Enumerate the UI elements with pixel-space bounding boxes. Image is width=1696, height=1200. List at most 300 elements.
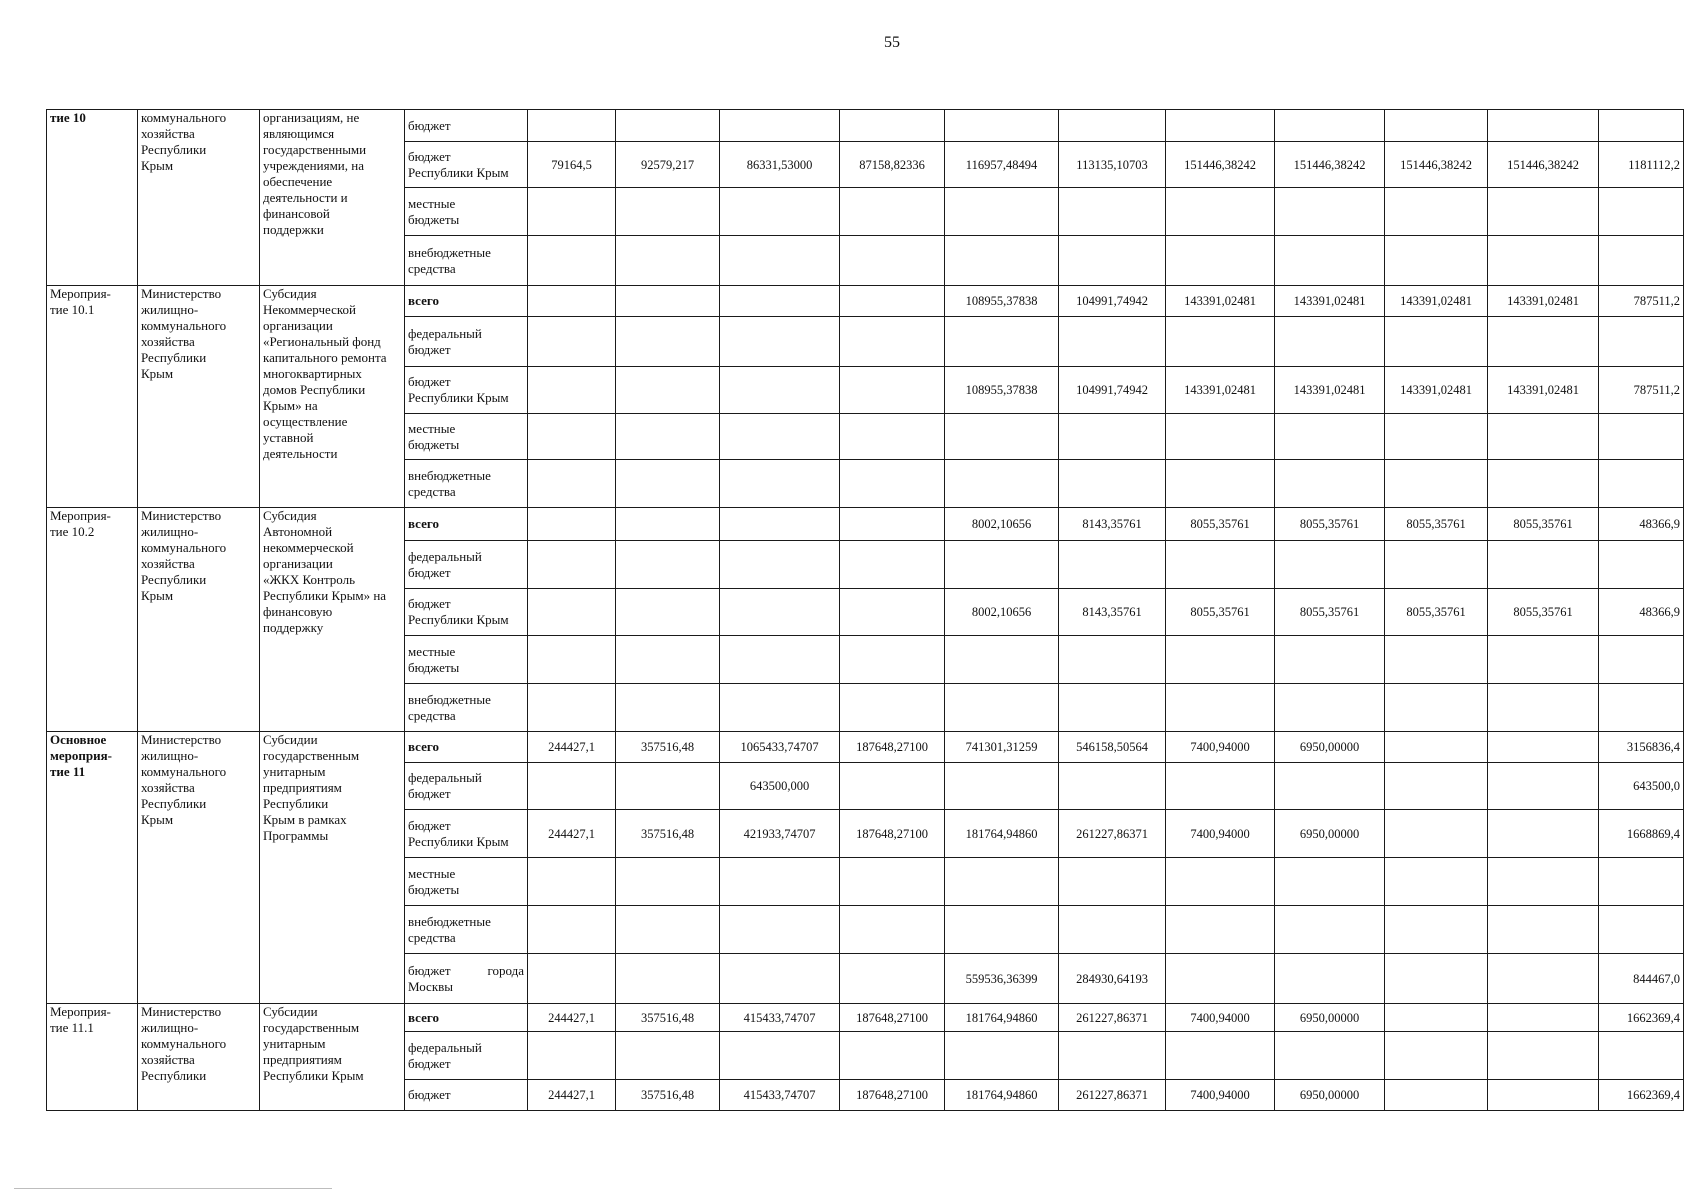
- year-value-cell: 7400,94000: [1166, 1080, 1275, 1111]
- year-value-cell: [1488, 906, 1599, 954]
- year-value-cell: [945, 858, 1059, 906]
- year-value-cell: [1059, 460, 1166, 508]
- year-value-cell: [1059, 636, 1166, 684]
- year-value-cell: 6950,00000: [1275, 810, 1385, 858]
- year-value-cell: [720, 684, 840, 732]
- year-value-cell: [1166, 414, 1275, 460]
- measure-label-cell: тие 10: [47, 110, 138, 286]
- year-value-cell: [945, 414, 1059, 460]
- year-value-cell: [1166, 188, 1275, 236]
- total-value-cell: [1599, 1032, 1684, 1080]
- funding-source-cell: местные бюджеты: [405, 414, 528, 460]
- year-value-cell: [1059, 317, 1166, 367]
- year-value-cell: 143391,02481: [1166, 367, 1275, 414]
- year-value-cell: 181764,94860: [945, 810, 1059, 858]
- year-value-cell: 151446,38242: [1166, 142, 1275, 188]
- year-value-cell: [1385, 1080, 1488, 1111]
- year-value-cell: [840, 188, 945, 236]
- total-value-cell: [1599, 236, 1684, 286]
- funding-source-cell: всего: [405, 732, 528, 763]
- funding-source-cell: всего: [405, 286, 528, 317]
- year-value-cell: [1385, 1004, 1488, 1032]
- year-value-cell: [720, 541, 840, 589]
- total-value-cell: [1599, 317, 1684, 367]
- year-value-cell: 181764,94860: [945, 1004, 1059, 1032]
- year-value-cell: [945, 317, 1059, 367]
- year-value-cell: [616, 763, 720, 810]
- year-value-cell: [1275, 636, 1385, 684]
- year-value-cell: [1166, 763, 1275, 810]
- total-value-cell: [1599, 460, 1684, 508]
- year-value-cell: [1275, 684, 1385, 732]
- year-value-cell: [720, 636, 840, 684]
- year-value-cell: 7400,94000: [1166, 732, 1275, 763]
- year-value-cell: 415433,74707: [720, 1004, 840, 1032]
- funding-source-cell: федеральный бюджет: [405, 1032, 528, 1080]
- year-value-cell: [1385, 110, 1488, 142]
- budget-table: [46, 109, 1684, 1111]
- year-value-cell: [616, 589, 720, 636]
- total-value-cell: [1599, 906, 1684, 954]
- year-value-cell: [1275, 858, 1385, 906]
- total-value-cell: 1181112,2: [1599, 142, 1684, 188]
- year-value-cell: [720, 317, 840, 367]
- year-value-cell: [1488, 763, 1599, 810]
- year-value-cell: [528, 236, 616, 286]
- funding-source-cell: бюджет: [405, 1080, 528, 1111]
- year-value-cell: 79164,5: [528, 142, 616, 188]
- year-value-cell: [528, 1032, 616, 1080]
- year-value-cell: [945, 110, 1059, 142]
- year-value-cell: [1488, 1032, 1599, 1080]
- year-value-cell: [1385, 684, 1488, 732]
- year-value-cell: [1385, 414, 1488, 460]
- page-number: 55: [884, 34, 900, 51]
- year-value-cell: 244427,1: [528, 1080, 616, 1111]
- total-value-cell: 844467,0: [1599, 954, 1684, 1004]
- total-value-cell: [1599, 636, 1684, 684]
- year-value-cell: [1488, 1004, 1599, 1032]
- year-value-cell: [1059, 858, 1166, 906]
- year-value-cell: [1166, 1032, 1275, 1080]
- year-value-cell: [720, 589, 840, 636]
- year-value-cell: [528, 508, 616, 541]
- year-value-cell: [1385, 236, 1488, 286]
- year-value-cell: [528, 684, 616, 732]
- table-row: [47, 286, 1684, 317]
- year-value-cell: [720, 367, 840, 414]
- year-value-cell: 8002,10656: [945, 589, 1059, 636]
- total-value-cell: 1662369,4: [1599, 1080, 1684, 1111]
- year-value-cell: 244427,1: [528, 810, 616, 858]
- year-value-cell: [616, 317, 720, 367]
- total-value-cell: 1668869,4: [1599, 810, 1684, 858]
- year-value-cell: 87158,82336: [840, 142, 945, 188]
- year-value-cell: [720, 858, 840, 906]
- funding-source-cell: бюджет Республики Крым: [405, 367, 528, 414]
- year-value-cell: [1275, 317, 1385, 367]
- year-value-cell: 284930,64193: [1059, 954, 1166, 1004]
- year-value-cell: [616, 684, 720, 732]
- funding-source-cell: федеральный бюджет: [405, 763, 528, 810]
- year-value-cell: [616, 110, 720, 142]
- year-value-cell: [616, 414, 720, 460]
- year-value-cell: 559536,36399: [945, 954, 1059, 1004]
- year-value-cell: 8055,35761: [1275, 508, 1385, 541]
- year-value-cell: [616, 286, 720, 317]
- year-value-cell: [1059, 414, 1166, 460]
- year-value-cell: 8055,35761: [1275, 589, 1385, 636]
- scan-edge-line: [14, 1188, 332, 1189]
- year-value-cell: [1059, 1032, 1166, 1080]
- year-value-cell: [616, 188, 720, 236]
- year-value-cell: [528, 589, 616, 636]
- total-value-cell: 48366,9: [1599, 589, 1684, 636]
- year-value-cell: [1166, 954, 1275, 1004]
- year-value-cell: [945, 1032, 1059, 1080]
- year-value-cell: [1275, 110, 1385, 142]
- year-value-cell: [1385, 1032, 1488, 1080]
- funding-source-cell: местные бюджеты: [405, 636, 528, 684]
- funding-source-cell: бюджет города Москвы: [405, 954, 528, 1004]
- year-value-cell: [720, 110, 840, 142]
- year-value-cell: [528, 286, 616, 317]
- description-cell: Субсидии государственным унитарным предприятиям Республики Крым в рамках Программы: [260, 732, 405, 1004]
- year-value-cell: 6950,00000: [1275, 732, 1385, 763]
- year-value-cell: [840, 414, 945, 460]
- year-value-cell: [1488, 317, 1599, 367]
- year-value-cell: [1059, 541, 1166, 589]
- year-value-cell: 7400,94000: [1166, 810, 1275, 858]
- year-value-cell: [1275, 188, 1385, 236]
- total-value-cell: [1599, 414, 1684, 460]
- funding-source-cell: федеральный бюджет: [405, 317, 528, 367]
- total-value-cell: [1599, 541, 1684, 589]
- year-value-cell: [945, 763, 1059, 810]
- year-value-cell: 187648,27100: [840, 1080, 945, 1111]
- year-value-cell: [1385, 317, 1488, 367]
- year-value-cell: [1275, 763, 1385, 810]
- total-value-cell: [1599, 684, 1684, 732]
- year-value-cell: [945, 460, 1059, 508]
- year-value-cell: [1488, 1080, 1599, 1111]
- year-value-cell: [1488, 188, 1599, 236]
- funding-source-cell: внебюджетные средства: [405, 906, 528, 954]
- year-value-cell: [720, 286, 840, 317]
- year-value-cell: 8055,35761: [1166, 589, 1275, 636]
- year-value-cell: [945, 906, 1059, 954]
- year-value-cell: 8002,10656: [945, 508, 1059, 541]
- year-value-cell: [528, 541, 616, 589]
- executor-cell: Министерство жилищно- коммунального хозяйства Республики: [138, 1004, 260, 1111]
- year-value-cell: 92579,217: [616, 142, 720, 188]
- year-value-cell: 546158,50564: [1059, 732, 1166, 763]
- year-value-cell: [1166, 236, 1275, 286]
- year-value-cell: 104991,74942: [1059, 286, 1166, 317]
- year-value-cell: 8055,35761: [1488, 589, 1599, 636]
- year-value-cell: 113135,10703: [1059, 142, 1166, 188]
- year-value-cell: [1166, 858, 1275, 906]
- measure-label-cell: Мероприя- тие 10.2: [47, 508, 138, 732]
- year-value-cell: 357516,48: [616, 732, 720, 763]
- funding-source-cell: внебюджетные средства: [405, 684, 528, 732]
- year-value-cell: 7400,94000: [1166, 1004, 1275, 1032]
- year-value-cell: [1275, 414, 1385, 460]
- year-value-cell: [528, 110, 616, 142]
- year-value-cell: 143391,02481: [1275, 286, 1385, 317]
- year-value-cell: [840, 1032, 945, 1080]
- year-value-cell: [616, 954, 720, 1004]
- year-value-cell: 187648,27100: [840, 732, 945, 763]
- year-value-cell: [840, 906, 945, 954]
- year-value-cell: 151446,38242: [1275, 142, 1385, 188]
- year-value-cell: [528, 367, 616, 414]
- year-value-cell: 6950,00000: [1275, 1004, 1385, 1032]
- year-value-cell: [840, 954, 945, 1004]
- total-value-cell: [1599, 188, 1684, 236]
- year-value-cell: 8055,35761: [1385, 589, 1488, 636]
- year-value-cell: 643500,000: [720, 763, 840, 810]
- year-value-cell: 104991,74942: [1059, 367, 1166, 414]
- year-value-cell: [1385, 636, 1488, 684]
- year-value-cell: [840, 460, 945, 508]
- year-value-cell: [1059, 763, 1166, 810]
- year-value-cell: [1059, 906, 1166, 954]
- description-cell: Субсидия Некоммерческой организации «Региональный фонд капитального ремонта многоквартирных домов Республики Крым» на осуществление уставной деятельности: [260, 286, 405, 508]
- executor-cell: Министерство жилищно- коммунального хозяйства Республики Крым: [138, 508, 260, 732]
- year-value-cell: 108955,37838: [945, 286, 1059, 317]
- year-value-cell: [840, 541, 945, 589]
- year-value-cell: 8055,35761: [1166, 508, 1275, 541]
- year-value-cell: [528, 954, 616, 1004]
- executor-cell: коммунального хозяйства Республики Крым: [138, 110, 260, 286]
- total-value-cell: [1599, 110, 1684, 142]
- table-row: [47, 732, 1684, 763]
- year-value-cell: [1275, 460, 1385, 508]
- year-value-cell: [1488, 954, 1599, 1004]
- year-value-cell: [1488, 636, 1599, 684]
- total-value-cell: [1599, 858, 1684, 906]
- year-value-cell: 8055,35761: [1385, 508, 1488, 541]
- year-value-cell: 143391,02481: [1488, 367, 1599, 414]
- description-cell: Субсидии государственным унитарным предприятиям Республики Крым: [260, 1004, 405, 1111]
- year-value-cell: 741301,31259: [945, 732, 1059, 763]
- year-value-cell: [840, 317, 945, 367]
- year-value-cell: 6950,00000: [1275, 1080, 1385, 1111]
- year-value-cell: [840, 858, 945, 906]
- measure-label-cell: Мероприя- тие 10.1: [47, 286, 138, 508]
- year-value-cell: [720, 414, 840, 460]
- year-value-cell: 8055,35761: [1488, 508, 1599, 541]
- year-value-cell: 244427,1: [528, 732, 616, 763]
- year-value-cell: 143391,02481: [1385, 367, 1488, 414]
- year-value-cell: [1059, 110, 1166, 142]
- year-value-cell: [616, 460, 720, 508]
- description-cell: Субсидия Автономной некоммерческой организации «ЖКХ Контроль Республики Крым» на финансовую поддержку: [260, 508, 405, 732]
- table-row: [47, 508, 1684, 541]
- year-value-cell: [1488, 460, 1599, 508]
- year-value-cell: [616, 636, 720, 684]
- year-value-cell: [1166, 460, 1275, 508]
- total-value-cell: 787511,2: [1599, 367, 1684, 414]
- year-value-cell: [840, 110, 945, 142]
- year-value-cell: 261227,86371: [1059, 1080, 1166, 1111]
- year-value-cell: [840, 508, 945, 541]
- funding-source-cell: федеральный бюджет: [405, 541, 528, 589]
- funding-source-cell: бюджет Республики Крым: [405, 589, 528, 636]
- year-value-cell: [1385, 810, 1488, 858]
- funding-source-cell: внебюджетные средства: [405, 460, 528, 508]
- year-value-cell: [528, 414, 616, 460]
- year-value-cell: [1166, 906, 1275, 954]
- year-value-cell: [945, 636, 1059, 684]
- year-value-cell: 108955,37838: [945, 367, 1059, 414]
- year-value-cell: [840, 636, 945, 684]
- total-value-cell: 787511,2: [1599, 286, 1684, 317]
- year-value-cell: [1166, 110, 1275, 142]
- year-value-cell: [616, 541, 720, 589]
- year-value-cell: [1488, 732, 1599, 763]
- year-value-cell: [616, 236, 720, 286]
- year-value-cell: 1065433,74707: [720, 732, 840, 763]
- year-value-cell: [840, 286, 945, 317]
- executor-cell: Министерство жилищно- коммунального хозяйства Республики Крым: [138, 286, 260, 508]
- year-value-cell: [528, 906, 616, 954]
- year-value-cell: [1275, 541, 1385, 589]
- year-value-cell: [1385, 460, 1488, 508]
- year-value-cell: [720, 1032, 840, 1080]
- year-value-cell: [1385, 954, 1488, 1004]
- year-value-cell: [1488, 810, 1599, 858]
- year-value-cell: [1275, 1032, 1385, 1080]
- year-value-cell: [1059, 236, 1166, 286]
- year-value-cell: 244427,1: [528, 1004, 616, 1032]
- year-value-cell: [945, 236, 1059, 286]
- year-value-cell: [528, 636, 616, 684]
- year-value-cell: [1488, 541, 1599, 589]
- table-row: [47, 110, 1684, 142]
- year-value-cell: [840, 589, 945, 636]
- year-value-cell: [1166, 317, 1275, 367]
- year-value-cell: 143391,02481: [1275, 367, 1385, 414]
- funding-source-cell: бюджет Республики Крым: [405, 142, 528, 188]
- year-value-cell: [1488, 110, 1599, 142]
- year-value-cell: 187648,27100: [840, 810, 945, 858]
- year-value-cell: [1385, 541, 1488, 589]
- year-value-cell: [528, 763, 616, 810]
- year-value-cell: [1166, 684, 1275, 732]
- year-value-cell: [1166, 541, 1275, 589]
- description-cell: организациям, не являющимся государственными учреждениями, на обеспечение деятельности и финансовой поддержки: [260, 110, 405, 286]
- year-value-cell: [616, 906, 720, 954]
- year-value-cell: [720, 954, 840, 1004]
- year-value-cell: [1059, 684, 1166, 732]
- year-value-cell: 8143,35761: [1059, 508, 1166, 541]
- executor-cell: Министерство жилищно- коммунального хозяйства Республики Крым: [138, 732, 260, 1004]
- year-value-cell: 415433,74707: [720, 1080, 840, 1111]
- year-value-cell: 187648,27100: [840, 1004, 945, 1032]
- year-value-cell: 421933,74707: [720, 810, 840, 858]
- measure-label-cell: Основное мероприя- тие 11: [47, 732, 138, 1004]
- year-value-cell: [1385, 732, 1488, 763]
- year-value-cell: 143391,02481: [1488, 286, 1599, 317]
- year-value-cell: [616, 367, 720, 414]
- funding-source-cell: бюджет Республики Крым: [405, 810, 528, 858]
- year-value-cell: [1488, 236, 1599, 286]
- year-value-cell: 116957,48494: [945, 142, 1059, 188]
- year-value-cell: [840, 367, 945, 414]
- year-value-cell: [1385, 906, 1488, 954]
- table-row: [47, 1004, 1684, 1032]
- year-value-cell: [720, 236, 840, 286]
- year-value-cell: [1385, 188, 1488, 236]
- year-value-cell: [1488, 858, 1599, 906]
- year-value-cell: [720, 460, 840, 508]
- total-value-cell: 3156836,4: [1599, 732, 1684, 763]
- funding-source-cell: всего: [405, 1004, 528, 1032]
- funding-source-cell: внебюджетные средства: [405, 236, 528, 286]
- year-value-cell: 8143,35761: [1059, 589, 1166, 636]
- year-value-cell: [1275, 906, 1385, 954]
- year-value-cell: [945, 541, 1059, 589]
- total-value-cell: 643500,0: [1599, 763, 1684, 810]
- year-value-cell: 357516,48: [616, 1004, 720, 1032]
- total-value-cell: 1662369,4: [1599, 1004, 1684, 1032]
- year-value-cell: 151446,38242: [1385, 142, 1488, 188]
- funding-source-cell: местные бюджеты: [405, 858, 528, 906]
- year-value-cell: [840, 763, 945, 810]
- year-value-cell: [1275, 954, 1385, 1004]
- year-value-cell: [840, 684, 945, 732]
- year-value-cell: [720, 906, 840, 954]
- year-value-cell: [1385, 763, 1488, 810]
- year-value-cell: [720, 188, 840, 236]
- year-value-cell: [945, 684, 1059, 732]
- year-value-cell: [528, 317, 616, 367]
- total-value-cell: 48366,9: [1599, 508, 1684, 541]
- year-value-cell: 143391,02481: [1385, 286, 1488, 317]
- year-value-cell: 261227,86371: [1059, 810, 1166, 858]
- measure-label-cell: Мероприя- тие 11.1: [47, 1004, 138, 1111]
- year-value-cell: [1166, 636, 1275, 684]
- year-value-cell: 181764,94860: [945, 1080, 1059, 1111]
- year-value-cell: 143391,02481: [1166, 286, 1275, 317]
- year-value-cell: 261227,86371: [1059, 1004, 1166, 1032]
- year-value-cell: [945, 188, 1059, 236]
- year-value-cell: [616, 858, 720, 906]
- year-value-cell: [528, 858, 616, 906]
- year-value-cell: 151446,38242: [1488, 142, 1599, 188]
- year-value-cell: [1275, 236, 1385, 286]
- year-value-cell: [528, 188, 616, 236]
- year-value-cell: [1488, 414, 1599, 460]
- year-value-cell: [840, 236, 945, 286]
- budget-table-body: [47, 110, 1684, 1111]
- year-value-cell: 86331,53000: [720, 142, 840, 188]
- year-value-cell: [528, 460, 616, 508]
- year-value-cell: 357516,48: [616, 810, 720, 858]
- year-value-cell: [720, 508, 840, 541]
- year-value-cell: [616, 508, 720, 541]
- year-value-cell: [1385, 858, 1488, 906]
- funding-source-cell: всего: [405, 508, 528, 541]
- funding-source-cell: местные бюджеты: [405, 188, 528, 236]
- year-value-cell: [1488, 684, 1599, 732]
- year-value-cell: 357516,48: [616, 1080, 720, 1111]
- year-value-cell: [616, 1032, 720, 1080]
- year-value-cell: [1059, 188, 1166, 236]
- funding-source-cell: бюджет: [405, 110, 528, 142]
